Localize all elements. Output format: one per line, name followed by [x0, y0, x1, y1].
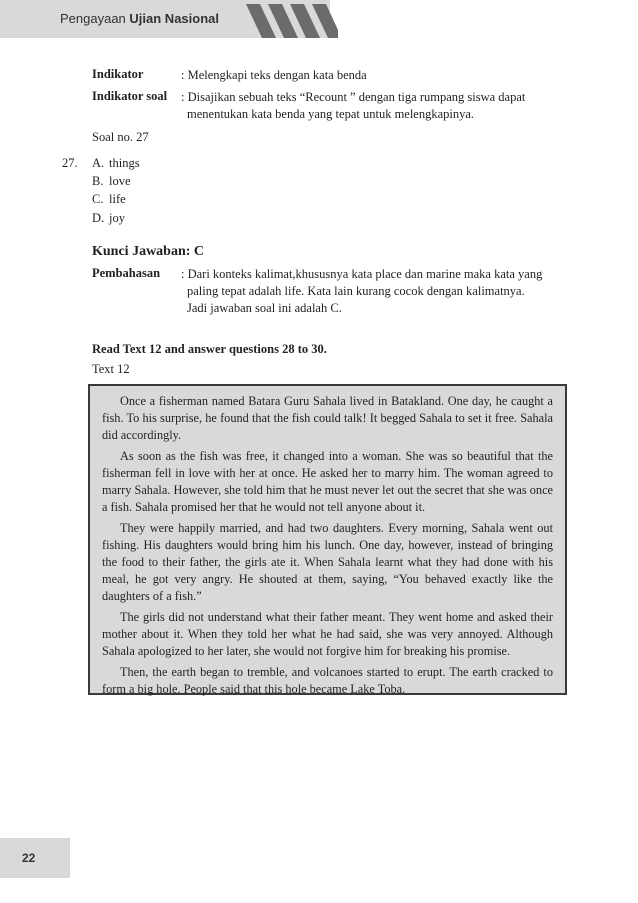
option-text: things: [109, 156, 140, 170]
option-a: [92, 156, 140, 171]
story-paragraph: Then, the earth began to tremble, and volcanoes started to erupt. The earth cracked to form a big hole. People said that this hole became Lake Toba.: [102, 665, 553, 696]
story-paragraph: As soon as the fish was free, it changed into a woman. She was so beautiful that the fisherman fell in love with her at once. He asked her to marry him. The woman agreed to marry Sahala. However, she told him that he must never let out the secret that she was once a fish. Sahala promised her that he would not tell anyone about it.: [102, 449, 553, 514]
text-label: Text 12: [92, 362, 130, 376]
pembahasan-line3: Jadi jawaban soal ini adalah C.: [187, 301, 342, 315]
header-stripes-decoration: [238, 4, 338, 38]
option-text: joy: [109, 211, 125, 225]
option-letter: A.: [92, 156, 105, 170]
story-text-box: [88, 384, 567, 695]
page-number: 22: [22, 851, 36, 865]
option-letter: C.: [92, 192, 104, 206]
indikator-soal-value: [181, 89, 581, 123]
header-prefix: Pengayaan: [60, 11, 130, 26]
option-text: life: [109, 192, 126, 206]
reading-instruction: Read Text 12 and answer questions 28 to 30.: [92, 342, 327, 356]
indikator-soal-label: Indikator soal: [92, 89, 168, 103]
option-d: [92, 211, 125, 226]
option-letter: B.: [92, 174, 104, 188]
answer-key: Kunci Jawaban: C: [92, 244, 205, 259]
indikator-soal-line1: : Disajikan sebuah teks “Recount ” dengan tiga rumpang siswa dapat: [181, 90, 526, 104]
story-paragraph: They were happily married, and had two daughters. Every morning, Sahala went out fishing. His daughters would bring him his lunch. One day, however, instead of bringing the food to their father, the girls ate it. When Sahala learnt what they had done with his meal, he got very angry. He shouted at them, saying, “You behaved exactly like the daughters of a fish.”: [102, 521, 553, 603]
question-number: 27.: [62, 156, 78, 170]
story-paragraph: The girls did not understand what their father meant. They went home and asked their mother about it. When they told her what he had said, she was very annoyed. Although Sahala apologized to her later, she would not forgive him for breaking his promise.: [102, 610, 553, 658]
indikator-soal-line2: menentukan kata benda yang tepat untuk melengkapinya.: [187, 107, 475, 121]
pembahasan-line2: paling tepat adalah life. Kata lain kurang cocok dengan kalimatnya.: [187, 284, 525, 298]
story-paragraph: Once a fisherman named Batara Guru Sahala lived in Batakland. One day, he caught a fish. To his surprise, he found that the fish could talk! It begged Sahala to set it free. Sahala did accordingly.: [102, 394, 553, 442]
option-b: [92, 174, 131, 189]
option-c: [92, 192, 126, 207]
option-text: love: [109, 174, 131, 188]
header-bold: Ujian Nasional: [129, 11, 219, 26]
indikator-label: Indikator: [92, 67, 144, 81]
pembahasan-line1: : Dari konteks kalimat,khususnya kata place dan marine maka kata yang: [181, 267, 543, 281]
pembahasan-label: Pembahasan: [92, 266, 161, 280]
indikator-value: : Melengkapi teks dengan kata benda: [181, 68, 367, 82]
option-letter: D.: [92, 211, 105, 225]
pembahasan-value: [181, 266, 581, 317]
soal-number: Soal no. 27: [92, 130, 149, 144]
header-title: [60, 11, 219, 26]
